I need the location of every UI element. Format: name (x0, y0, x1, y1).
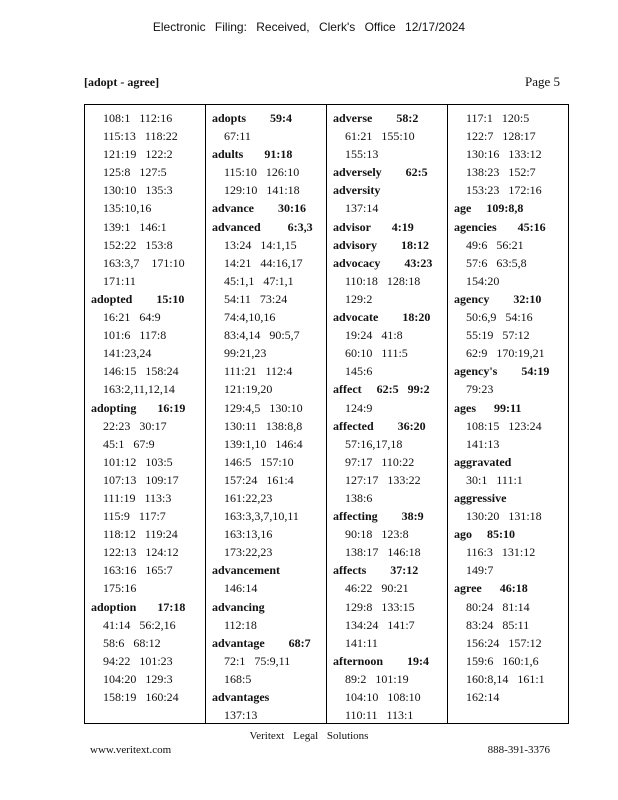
index-reference: 153:23 172:16 (466, 183, 542, 198)
index-term: affect 62:5 99:2 (333, 382, 430, 397)
footer-phone: 888-391-3376 (487, 744, 550, 756)
index-reference: 139:1 146:1 (103, 219, 167, 234)
index-reference: 129:10 141:18 (224, 183, 300, 198)
index-reference: 149:7 (466, 563, 494, 578)
index-reference: 60:10 111:5 (345, 346, 408, 361)
index-term: agencies 45:16 (454, 219, 546, 234)
index-reference: 13:24 14:1,15 (224, 237, 297, 252)
index-reference: 45:1,1 47:1,1 (224, 273, 294, 288)
index-term: agency's 54:19 (454, 364, 550, 379)
index-reference: 137:14 (345, 201, 379, 216)
index-reference: 155:13 (345, 147, 379, 162)
index-reference: 116:3 131:12 (466, 545, 536, 560)
index-reference: 159:6 160:1,6 (466, 653, 539, 668)
index-reference: 57:16,17,18 (345, 436, 403, 451)
index-reference: 118:12 119:24 (103, 527, 178, 542)
index-reference: 62:9 170:19,21 (466, 346, 545, 361)
index-reference: 16:21 64:9 (103, 310, 161, 325)
index-reference: 121:19,20 (224, 382, 273, 397)
index-reference: 138:23 152:7 (466, 165, 536, 180)
index-reference: 162:14 (466, 690, 500, 704)
index-reference: 175:16 (103, 581, 137, 596)
index-reference: 163:3,7 171:10 (103, 255, 185, 270)
index-term: ago 85:10 (454, 527, 515, 542)
index-reference: 58:6 68:12 (103, 635, 161, 650)
index-term: afternoon 19:4 (333, 653, 429, 668)
index-reference: 104:10 108:10 (345, 690, 421, 704)
index-reference: 171:11 (103, 273, 136, 288)
index-reference: 130:10 135:3 (103, 183, 173, 198)
index-reference: 163:2,11,12,14 (103, 382, 175, 397)
index-term: advantages (212, 690, 270, 704)
index-reference: 163:13,16 (224, 527, 273, 542)
footer-company: Veritext Legal Solutions (249, 730, 369, 742)
index-reference: 129:4,5 130:10 (224, 400, 303, 415)
index-term: agree 46:18 (454, 581, 528, 596)
index-term: advantage 68:7 (212, 635, 311, 650)
index-term: adversity (333, 183, 381, 198)
index-reference: 101:6 117:8 (103, 328, 167, 343)
footer-website: www.veritext.com (90, 744, 172, 756)
index-term: age 109:8,8 (454, 201, 524, 216)
index-reference: 129:2 (345, 291, 373, 306)
index-reference: 72:1 75:9,11 (224, 653, 291, 668)
index-term: advisory 18:12 (333, 237, 429, 252)
index-reference: 111:19 113:3 (103, 490, 172, 505)
index-term: aggravated (454, 454, 512, 469)
index-term: advocacy 43:23 (333, 255, 433, 270)
index-reference: 137:13 (224, 708, 258, 723)
index-reference: 67:11 (224, 129, 251, 144)
index-reference: 141:23,24 (103, 346, 152, 361)
index-term: aggressive (454, 490, 507, 505)
index-reference: 115:13 118:22 (103, 129, 178, 144)
index-reference: 110:11 113:1 (345, 708, 414, 723)
word-index-table (84, 104, 569, 724)
index-column-1 (85, 105, 205, 723)
index-term: advanced 6:3,3 (212, 219, 313, 234)
index-reference: 14:21 44:16,17 (224, 255, 303, 270)
index-reference: 99:21,23 (224, 346, 267, 361)
index-reference: 50:6,9 54:16 (466, 310, 533, 325)
index-reference: 45:1 67:9 (103, 436, 155, 451)
index-reference: 115:9 117:7 (103, 509, 166, 524)
index-term: advancement (212, 563, 280, 578)
index-term: agency 32:10 (454, 291, 542, 306)
index-reference: 111:21 112:4 (224, 364, 293, 379)
index-term: adopting 16:19 (91, 400, 186, 415)
index-reference: 125:8 127:5 (103, 165, 167, 180)
index-term: adults 91:18 (212, 147, 293, 162)
index-reference: 168:5 (224, 671, 252, 686)
index-term: adopts 59:4 (212, 111, 293, 125)
index-reference: 141:11 (345, 635, 378, 650)
index-reference: 173:22,23 (224, 545, 273, 560)
index-reference: 163:3,3,7,10,11 (224, 509, 299, 524)
index-reference: 112:18 (224, 617, 257, 632)
index-reference: 146:14 (224, 581, 258, 596)
index-reference: 157:24 161:4 (224, 472, 294, 487)
index-reference: 122:7 128:17 (466, 129, 536, 144)
index-reference: 30:1 111:1 (466, 472, 523, 487)
index-reference: 127:17 133:22 (345, 472, 421, 487)
page-number: Page 5 (524, 74, 560, 89)
index-reference: 146:15 158:24 (103, 364, 179, 379)
index-reference: 110:18 128:18 (345, 273, 421, 288)
index-reference: 97:17 110:22 (345, 454, 415, 469)
index-reference: 156:24 157:12 (466, 635, 542, 650)
index-reference: 108:1 112:16 (103, 111, 173, 125)
index-reference: 134:24 141:7 (345, 617, 415, 632)
index-reference: 54:11 73:24 (224, 291, 288, 306)
index-term: advance 30:16 (212, 201, 306, 216)
index-reference: 101:12 103:5 (103, 454, 173, 469)
index-reference: 160:8,14 161:1 (466, 671, 545, 686)
index-reference: 57:6 63:5,8 (466, 255, 527, 270)
index-reference: 138:17 146:18 (345, 545, 421, 560)
index-term: adoption 17:18 (91, 599, 186, 614)
index-term: advancing (212, 599, 265, 614)
index-reference: 74:4,10,16 (224, 310, 276, 325)
index-reference: 130:20 131:18 (466, 509, 542, 524)
index-range: [adopt - agree] (84, 75, 160, 89)
index-reference: 130:16 133:12 (466, 147, 542, 162)
index-reference: 138:6 (345, 490, 373, 505)
index-column-4 (447, 105, 568, 723)
index-reference: 122:13 124:12 (103, 545, 179, 560)
index-reference: 107:13 109:17 (103, 472, 179, 487)
index-reference: 108:15 123:24 (466, 418, 542, 433)
index-reference: 61:21 155:10 (345, 129, 415, 144)
index-term: adopted 15:10 (91, 291, 185, 306)
index-reference: 115:10 126:10 (224, 165, 300, 180)
index-reference: 152:22 153:8 (103, 237, 173, 252)
index-reference: 55:19 57:12 (466, 328, 530, 343)
index-reference: 94:22 101:23 (103, 653, 173, 668)
index-reference: 135:10,16 (103, 201, 152, 216)
index-reference: 130:11 138:8,8 (224, 418, 303, 433)
index-term: advocate 18:20 (333, 310, 431, 325)
index-reference: 22:23 30:17 (103, 418, 167, 433)
index-term: affects 37:12 (333, 563, 419, 578)
index-reference: 83:4,14 90:5,7 (224, 328, 300, 343)
index-reference: 117:1 120:5 (466, 111, 530, 125)
index-term: affecting 38:9 (333, 509, 424, 524)
index-reference: 104:20 129:3 (103, 671, 173, 686)
index-reference: 129:8 133:15 (345, 599, 415, 614)
index-reference: 41:14 56:2,16 (103, 617, 176, 632)
index-reference: 49:6 56:21 (466, 237, 524, 252)
filing-stamp: Electronic Filing: Received, Clerk's Office 12/17/2024 (152, 20, 466, 34)
index-term: adverse 58:2 (333, 111, 419, 125)
index-term: advisor 4:19 (333, 219, 414, 234)
index-reference: 161:22,23 (224, 490, 273, 505)
index-reference: 90:18 123:8 (345, 527, 409, 542)
index-term: affected 36:20 (333, 418, 426, 433)
index-reference: 145:6 (345, 364, 373, 379)
index-reference: 89:2 101:19 (345, 671, 409, 686)
index-reference: 158:19 160:24 (103, 690, 179, 704)
index-reference: 19:24 41:8 (345, 328, 403, 343)
index-column-2 (205, 105, 326, 723)
index-reference: 124:9 (345, 400, 373, 415)
index-reference: 46:22 90:21 (345, 581, 409, 596)
index-reference: 154:20 (466, 273, 500, 288)
index-reference: 121:19 122:2 (103, 147, 173, 162)
index-reference: 163:16 165:7 (103, 563, 173, 578)
index-reference: 146:5 157:10 (224, 454, 294, 469)
index-term: adversely 62:5 (333, 165, 428, 180)
index-reference: 80:24 81:14 (466, 599, 530, 614)
index-reference: 139:1,10 146:4 (224, 436, 303, 451)
index-reference: 79:23 (466, 382, 494, 397)
index-reference: 83:24 85:11 (466, 617, 530, 632)
index-term: ages 99:11 (454, 400, 522, 415)
index-reference: 141:13 (466, 436, 500, 451)
index-column-3 (326, 105, 447, 723)
